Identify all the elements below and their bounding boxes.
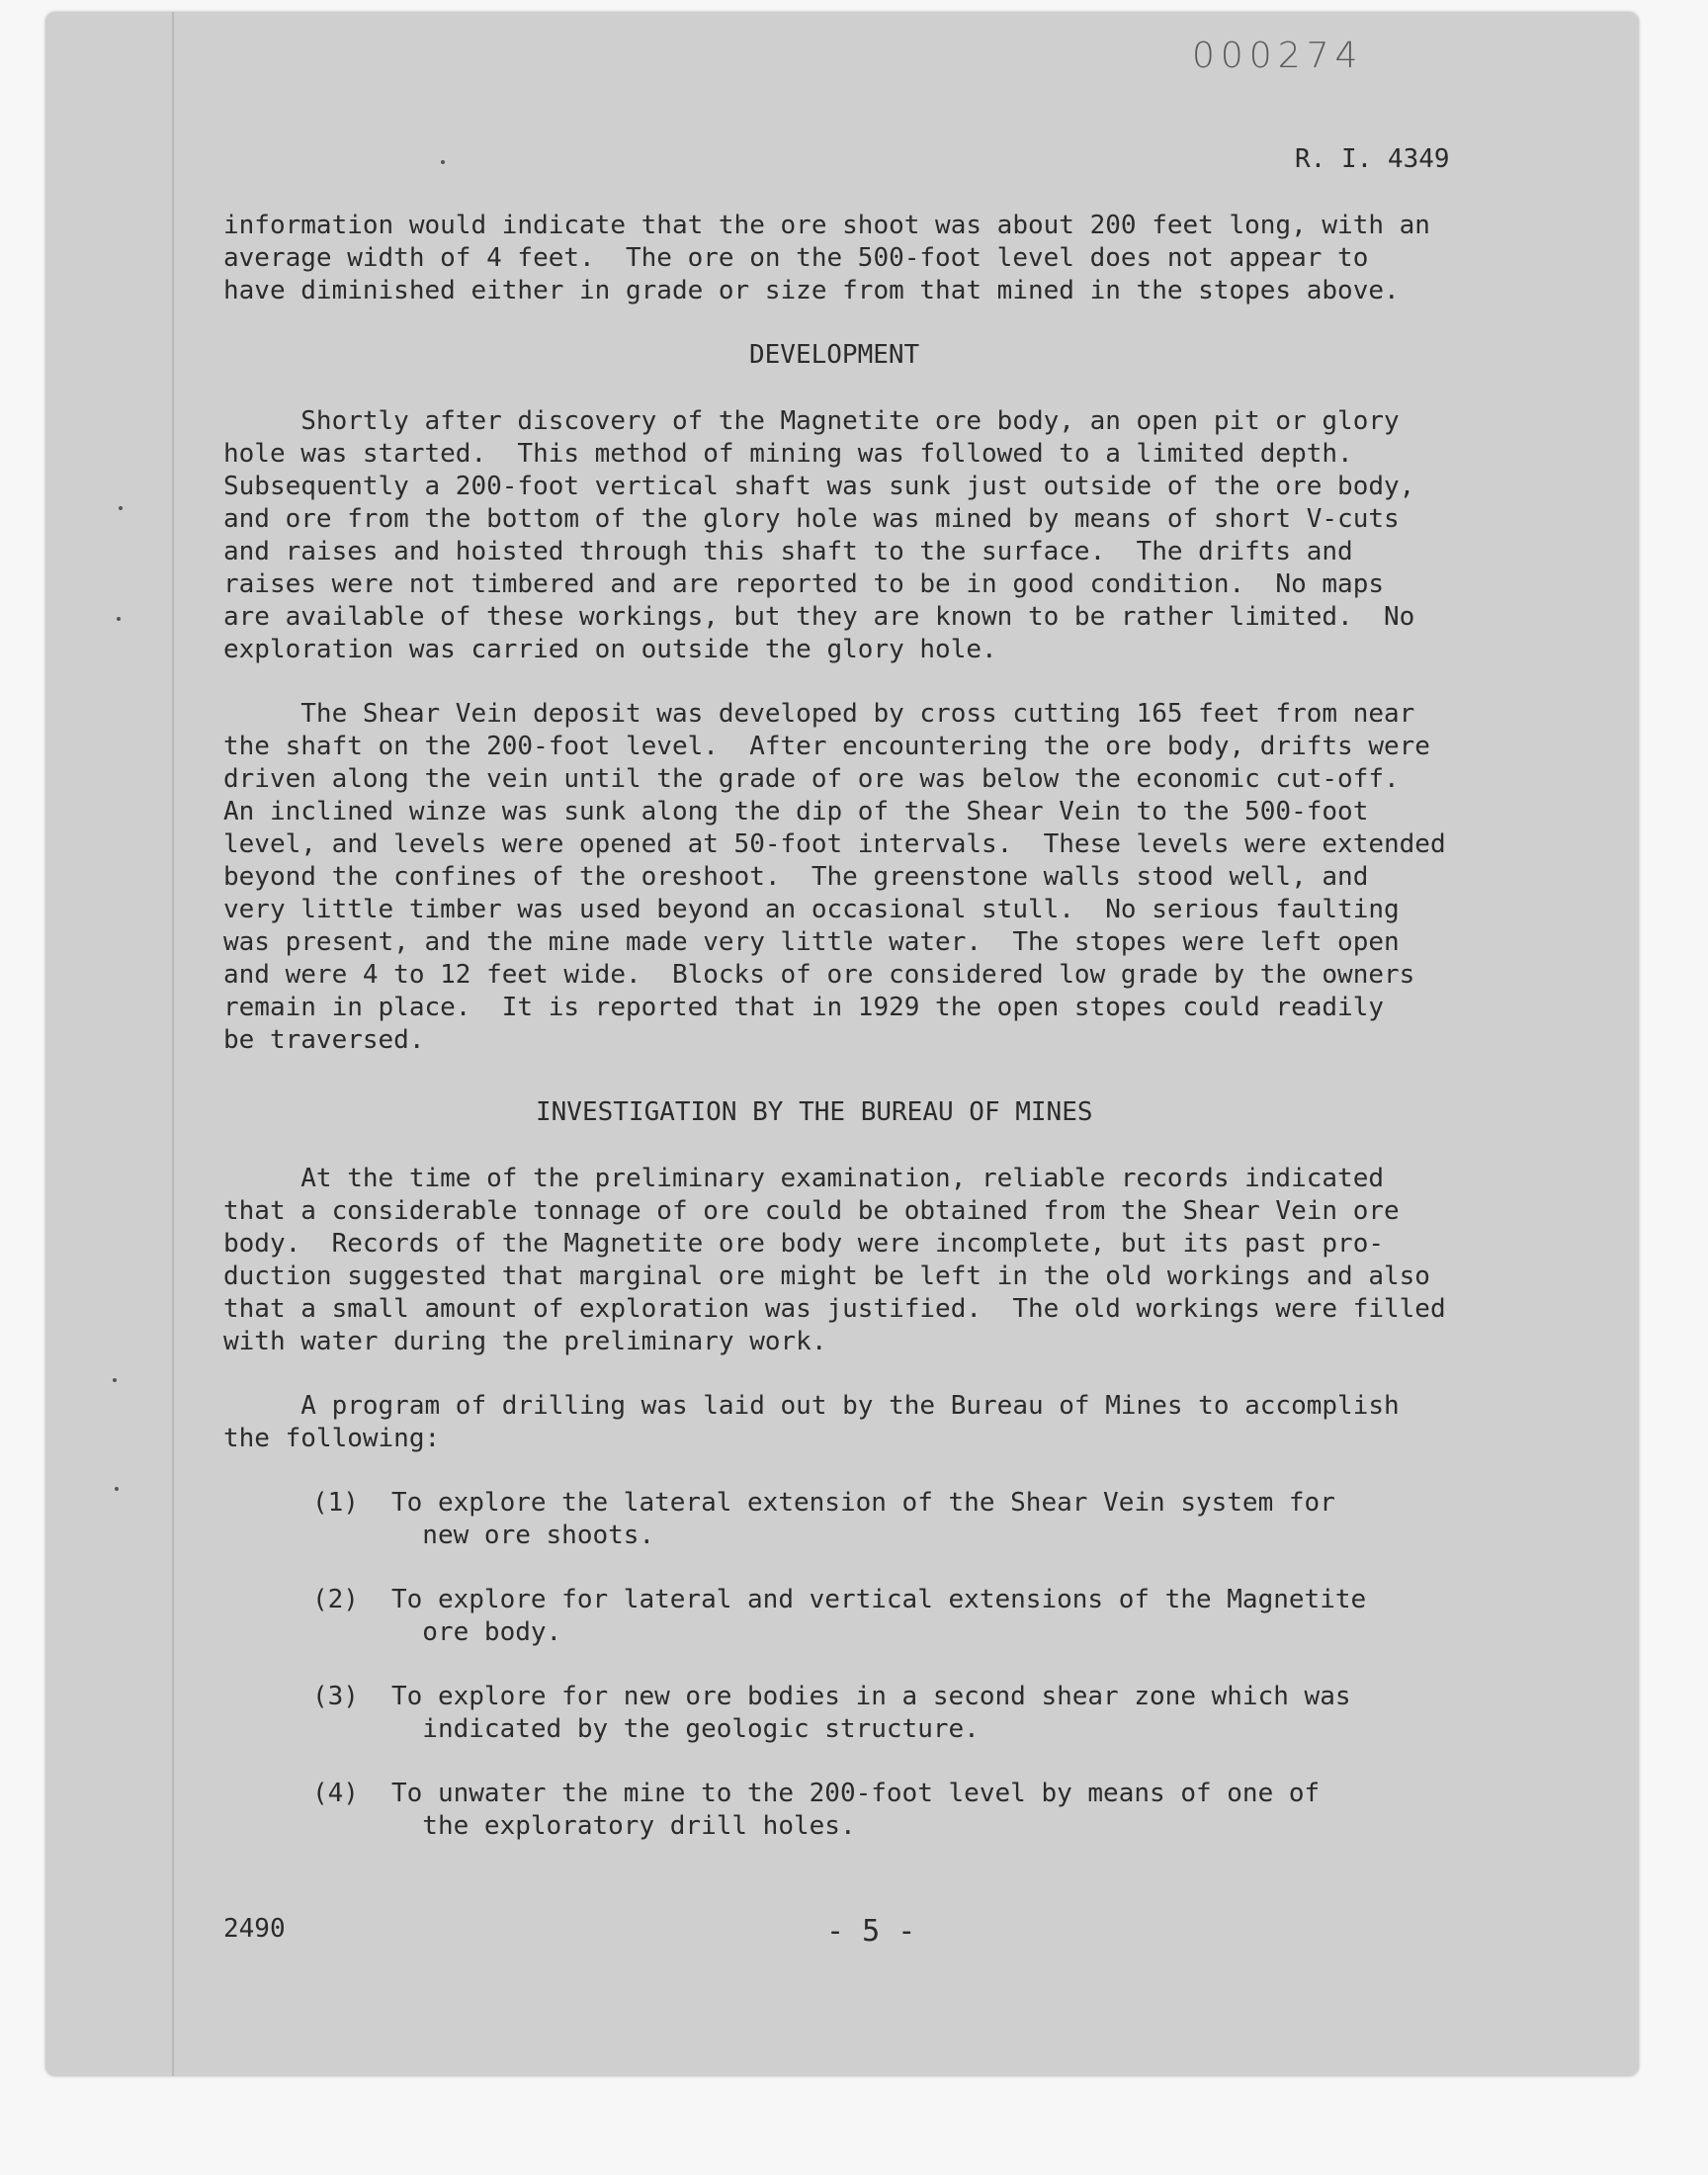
document-page bbox=[45, 12, 1639, 2076]
investigation-para2-line: A program of drilling was laid out by the Bureau of Mines to accomplish bbox=[223, 1391, 1400, 1421]
development-para2-line: The Shear Vein deposit was developed by cross cutting 165 feet from near bbox=[223, 699, 1415, 729]
scan-speck bbox=[441, 160, 445, 164]
list-item-number: (3) bbox=[312, 1682, 359, 1711]
investigation-para2-line: the following: bbox=[223, 1424, 441, 1453]
development-para2-line: and were 4 to 12 feet wide. Blocks of ore considered low grade by the owners bbox=[223, 960, 1415, 990]
development-para1-line: Subsequently a 200-foot vertical shaft was sunk just outside of the ore body, bbox=[223, 472, 1415, 501]
development-para2-line: remain in place. It is reported that in 1929 the open stopes could readily bbox=[223, 993, 1384, 1022]
list-item-line: To unwater the mine to the 200-foot level by means of one of bbox=[391, 1779, 1321, 1808]
development-para2-line: level, and levels were opened at 50-foot intervals. These levels were extended bbox=[223, 829, 1446, 859]
development-para1-line: hole was started. This method of mining was followed to a limited depth. bbox=[223, 439, 1353, 469]
continuation-line: average width of 4 feet. The ore on the 500-foot level does not appear to bbox=[223, 243, 1369, 273]
investigation-para1-line: duction suggested that marginal ore might be left in the old workings and also bbox=[223, 1262, 1430, 1291]
page-fold-line bbox=[172, 12, 174, 2076]
development-para1-line: Shortly after discovery of the Magnetite ore body, an open pit or glory bbox=[223, 406, 1400, 436]
list-item-number: (4) bbox=[312, 1779, 359, 1808]
development-para1-line: raises were not timbered and are reported to be in good condition. No maps bbox=[223, 569, 1384, 599]
investigation-para1-line: body. Records of the Magnetite ore body were incomplete, but its past pro- bbox=[223, 1229, 1384, 1259]
scan-speck bbox=[115, 1487, 119, 1491]
continuation-line: have diminished either in grade or size from that mined in the stopes above. bbox=[223, 276, 1400, 305]
investigation-para1-line: with water during the preliminary work. bbox=[223, 1327, 827, 1356]
list-item-line: ore body. bbox=[391, 1617, 562, 1647]
development-para1-line: are available of these workings, but they are known to be rather limited. No bbox=[223, 602, 1415, 632]
development-para2-line: be traversed. bbox=[223, 1025, 425, 1055]
page-stamp-number: 000274 bbox=[1192, 36, 1364, 76]
list-item-number: (1) bbox=[312, 1488, 359, 1518]
continuation-line: information would indicate that the ore shoot was about 200 feet long, with an bbox=[223, 211, 1430, 240]
list-item-line: To explore the lateral extension of the Shear Vein system for bbox=[391, 1488, 1335, 1518]
development-para2-line: very little timber was used beyond an occasional stull. No serious faulting bbox=[223, 895, 1400, 924]
list-item-number: (2) bbox=[312, 1585, 359, 1614]
development-para2-line: was present, and the mine made very little water. The stopes were left open bbox=[223, 927, 1400, 957]
development-heading: DEVELOPMENT bbox=[749, 340, 920, 370]
development-para1-line: exploration was carried on outside the glory hole. bbox=[223, 635, 997, 664]
list-item-line: the exploratory drill holes. bbox=[391, 1811, 856, 1841]
development-para2-line: beyond the confines of the oreshoot. The greenstone walls stood well, and bbox=[223, 862, 1369, 892]
scan-speck bbox=[117, 617, 121, 621]
development-para2-line: the shaft on the 200-foot level. After encountering the ore body, drifts were bbox=[223, 732, 1430, 761]
development-para2-line: driven along the vein until the grade of ore was below the economic cut-off. bbox=[223, 764, 1400, 794]
footer-code: 2490 bbox=[223, 1914, 286, 1944]
list-item-line: indicated by the geologic structure. bbox=[391, 1714, 980, 1744]
development-para2-line: An inclined winze was sunk along the dip of the Shear Vein to the 500-foot bbox=[223, 797, 1369, 826]
scan-speck bbox=[119, 506, 123, 510]
page-number: - 5 - bbox=[826, 1914, 916, 1949]
development-para1-line: and raises and hoisted through this shaft to the surface. The drifts and bbox=[223, 537, 1353, 566]
investigation-para1-line: At the time of the preliminary examination, reliable records indicated bbox=[223, 1164, 1384, 1193]
report-number: R. I. 4349 bbox=[1295, 144, 1450, 174]
investigation-para1-line: that a considerable tonnage of ore could be obtained from the Shear Vein ore bbox=[223, 1196, 1400, 1226]
investigation-para1-line: that a small amount of exploration was justified. The old workings were filled bbox=[223, 1294, 1446, 1324]
development-para1-line: and ore from the bottom of the glory hole was mined by means of short V-cuts bbox=[223, 504, 1400, 534]
list-item-line: new ore shoots. bbox=[391, 1521, 655, 1550]
list-item-line: To explore for new ore bodies in a second shear zone which was bbox=[391, 1682, 1351, 1711]
investigation-heading: INVESTIGATION BY THE BUREAU OF MINES bbox=[536, 1097, 1093, 1127]
scan-speck bbox=[113, 1378, 117, 1382]
list-item-line: To explore for lateral and vertical extensions of the Magnetite bbox=[391, 1585, 1367, 1614]
